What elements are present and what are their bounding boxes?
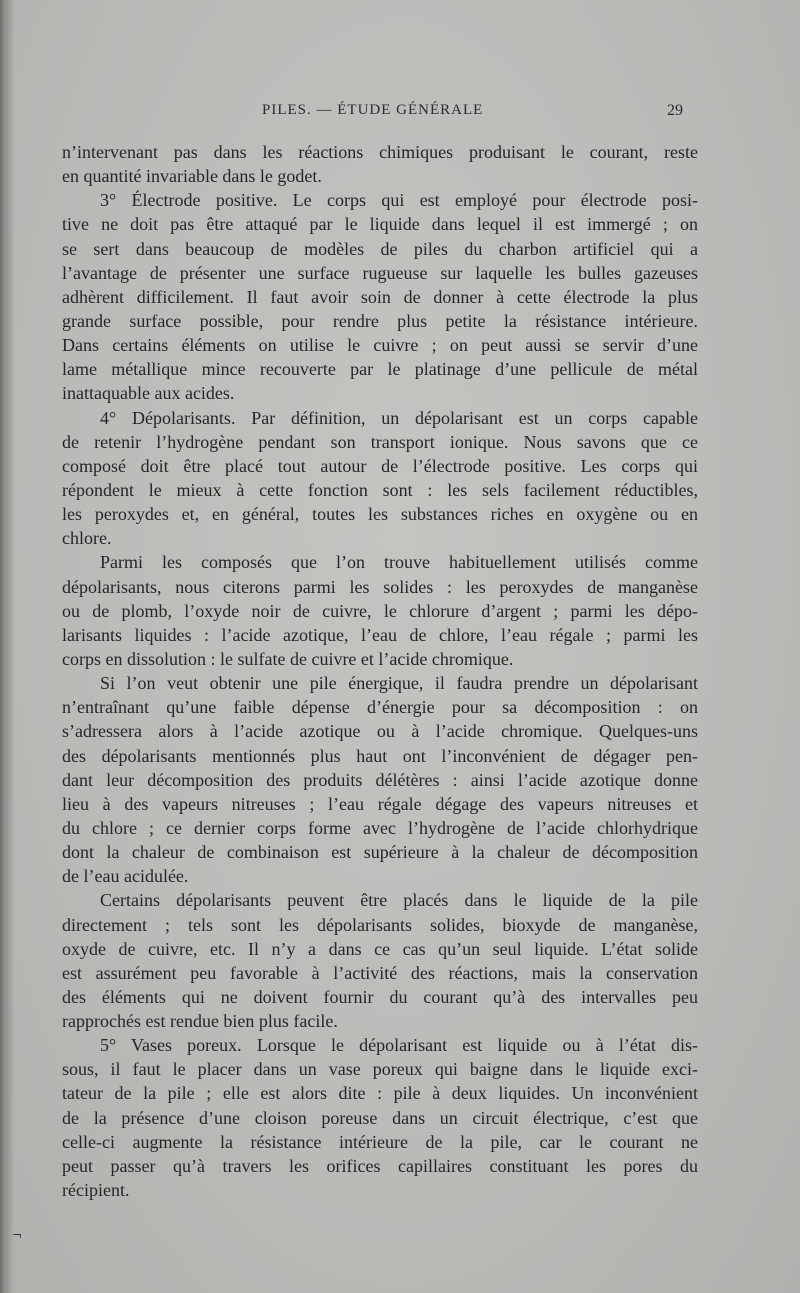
text-line: Certains dépolarisants peuvent être placés dans le liquide de la pile: [100, 890, 698, 911]
text-line: larisants liquides : l’acide azotique, l’eau de chlore, l’eau régale ; parmi les: [62, 624, 698, 645]
text-line: inattaquable aux acides.: [62, 383, 235, 404]
text-line: récipient.: [62, 1180, 130, 1201]
text-line: ou de plomb, l’oxyde noir de cuivre, le chlorure d’argent ; parmi les dépo-: [62, 600, 698, 621]
text-line: composé doit être placé tout autour de l’électrode positive. Les corps qui: [62, 455, 698, 476]
text-line: sous, il faut le placer dans un vase poreux qui baigne dans le liquide exci-: [62, 1059, 698, 1080]
text-line: Parmi les composés que l’on trouve habituellement utilisés comme: [100, 552, 698, 573]
text-line: celle-ci augmente la résistance intérieure de la pile, car le courant ne: [62, 1131, 698, 1152]
page-number: 29: [667, 102, 683, 119]
text-line: Si l’on veut obtenir une pile énergique, il faudra prendre un dépolarisant: [100, 673, 698, 694]
text-line: dépolarisants, nous citerons parmi les solides : les peroxydes de manganèse: [62, 576, 698, 597]
text-line: peut passer qu’à travers les orifices capillaires constituant les pores du: [62, 1155, 698, 1176]
text-line: répondent le mieux à cette fonction sont : les sels facilement réductibles,: [62, 479, 698, 500]
text-line: rapprochés est rendue bien plus facile.: [62, 1011, 338, 1032]
text-line: du chlore ; ce dernier corps forme avec l’hydrogène de l’acide chlorhydrique: [62, 817, 698, 838]
text-line: corps en dissolution : le sulfate de cuivre et l’acide chromique.: [62, 648, 514, 669]
text-line: l’avantage de présenter une surface rugueuse sur laquelle les bulles gazeuses: [62, 262, 698, 283]
text-line: oxyde de cuivre, etc. Il n’y a dans ce cas qu’un seul liquide. L’état solide: [62, 938, 698, 959]
page-left-edge-shadow: [0, 0, 14, 1293]
text-line: de retenir l’hydrogène pendant son transport ionique. Nous savons que ce: [62, 431, 698, 452]
text-line: n’entraînant qu’une faible dépense d’énergie pour sa décomposition : on: [62, 697, 698, 718]
text-line: des éléments qui ne doivent fournir du courant qu’à des intervalles peu: [62, 986, 698, 1007]
text-line: est assurément peu favorable à l’activité des réactions, mais la conservation: [62, 962, 698, 983]
text-line: 3° Électrode positive. Le corps qui est employé pour électrode posi-: [100, 190, 698, 211]
text-line: 5° Vases poreux. Lorsque le dépolarisant est liquide ou à l’état dis-: [100, 1035, 698, 1056]
text-line: 4° Dépolarisants. Par définition, un dépolarisant est un corps capable: [100, 407, 698, 428]
text-line: se sert dans beaucoup de modèles de piles du charbon artificiel qui a: [62, 238, 698, 259]
text-line: lame métallique mince recouverte par le platinage d’une pellicule de métal: [62, 359, 698, 380]
text-line: tive ne doit pas être attaqué par le liquide dans lequel il est immergé ; on: [62, 214, 698, 235]
text-line: les peroxydes et, en général, toutes les substances riches en oxygène ou en: [62, 504, 698, 525]
running-header: [0, 102, 800, 124]
text-line: de la présence d’une cloison poreuse dans un circuit électrique, c’est que: [62, 1107, 698, 1128]
text-line: des dépolarisants mentionnés plus haut ont l’inconvénient de dégager pen-: [62, 745, 698, 766]
text-line: adhèrent difficilement. Il faut avoir soin de donner à cette électrode la plus: [62, 286, 698, 307]
scan-speck: ¬: [12, 1228, 23, 1242]
text-line: dont la chaleur de combinaison est supérieure à la chaleur de décomposition: [62, 842, 698, 863]
running-title: PILES. — ÉTUDE GÉNÉRALE: [262, 102, 484, 118]
text-line: n’intervenant pas dans les réactions chimiques produisant le courant, reste: [62, 142, 698, 162]
text-line: tateur de la pile ; elle est alors dite : pile à deux liquides. Un inconvénient: [62, 1083, 698, 1104]
text-line: lieu à des vapeurs nitreuses ; l’eau régale dégage des vapeurs nitreuses et: [62, 793, 698, 814]
text-line: de l’eau acidulée.: [62, 866, 189, 887]
text-line: Dans certains éléments on utilise le cuivre ; on peut aussi se servir d’une: [62, 335, 698, 356]
text-line: chlore.: [62, 528, 112, 549]
text-line: dant leur décomposition des produits délétères : ainsi l’acide azotique donne: [62, 769, 698, 790]
body-text: [62, 140, 698, 1202]
text-line: en quantité invariable dans le godet.: [62, 166, 322, 187]
text-line: directement ; tels sont les dépolarisants solides, bioxyde de manganèse,: [62, 914, 698, 935]
text-line: grande surface possible, pour rendre plus petite la résistance intérieure.: [62, 310, 698, 331]
text-line: s’adressera alors à l’acide azotique ou à l’acide chromique. Quelques-uns: [62, 721, 698, 742]
